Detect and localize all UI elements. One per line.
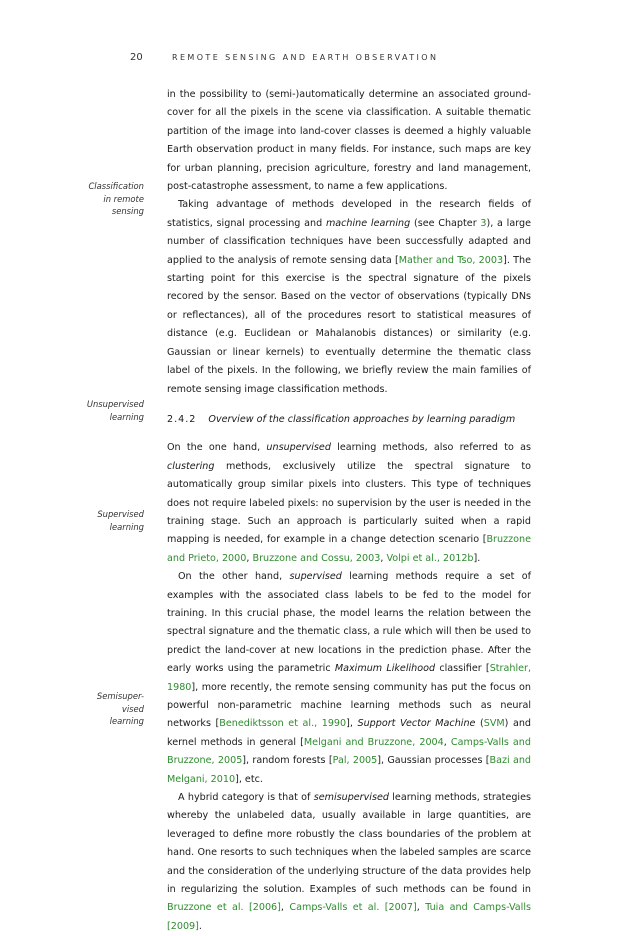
citation-link[interactable]: Mather and Tso, 2003 bbox=[398, 254, 504, 266]
body-text bbox=[167, 86, 531, 936]
citation-link[interactable]: Benediktsson et al., 1990 bbox=[219, 718, 347, 730]
page-number: 20 bbox=[130, 52, 143, 63]
subsection-number: 2.4.2 bbox=[167, 413, 197, 425]
citation-link[interactable]: Melgani and Bruzzone, 2004 bbox=[303, 736, 444, 748]
citation-link[interactable]: Pal, 2005 bbox=[332, 755, 378, 767]
subsection-heading bbox=[167, 411, 531, 429]
acronym-link[interactable]: SVM bbox=[483, 718, 505, 730]
margin-note-unsupervised: Unsupervised learning bbox=[86, 399, 144, 422]
citation-link[interactable]: Bazi and Melgani, 2010 bbox=[167, 755, 531, 785]
citation-link[interactable]: Camps-Valls and Bruzzone, 2005 bbox=[167, 736, 531, 767]
citation-link[interactable]: Strahler, 1980 bbox=[167, 663, 532, 693]
margin-note-classification: Classification in remote sensing bbox=[88, 181, 144, 217]
running-header bbox=[130, 53, 530, 67]
margin-note-supervised: Supervised learning bbox=[97, 509, 144, 532]
chapter-ref[interactable]: 3 bbox=[480, 217, 487, 229]
citation-link[interactable]: Camps-Valls et al. [2007] bbox=[289, 902, 417, 914]
paragraph-intro: in the possibility to (semi-)automatically determine an associated ground-cover for all the pixels in the scene via classification. A suitable thematic partition of the image into land-cover classes is deemed a highly valuable Earth observation product in many fields. For instance, such maps are key for urban planning, precision agriculture, forestry and land management, post-catastrophe assessment, to name a few applications. bbox=[167, 89, 531, 193]
subsection-title: Overview of the classification approaches by learning paradigm bbox=[208, 413, 516, 425]
citation-link[interactable]: Tuia and Camps-Valls [2009] bbox=[167, 902, 532, 932]
citation-link[interactable]: Bruzzone et al. [2006] bbox=[167, 902, 281, 914]
paragraph-classification: Taking advantage of methods developed in the research fields of statistics, signal processing and machine learning (see Chapter 3), a large number of classification techniques have been successfully adapted and applied to the analysis of remote sensing data [Mather and Tso, 2003]. The starting point for this exercise is the spectral signature of the pixels recored by the sensor. Based on the vector of observations (typically DNs or reflectances), all of the procedures resort to statistical measures of distance (e.g. Euclidean or Mahalanobis distances) or similarity (e.g. Gaussian or linear kernels) to eventually determine the thematic class label of the pixels. In the following, we briefly review the main families of remote sensing image classification methods. bbox=[167, 199, 531, 395]
citation-link[interactable]: Volpi et al., 2012b bbox=[386, 552, 474, 564]
citation-link[interactable]: Bruzzone and Prieto, 2000 bbox=[167, 534, 531, 564]
paragraph-unsupervised: On the one hand, unsupervised learning methods, also referred to as clustering methods, exclusively utilize the spectral signature to automatically group similar pixels into clusters. This type of techniques does not require labeled pixels: no supervision by the user is needed in the training stage. Such an approach is particularly suited when a rapid mapping is needed, for example in a change detection scenario [Bruzzone and Prieto, 2000, Bruzzone and Cossu, 2003, Volpi et al., 2012b]. bbox=[167, 442, 531, 564]
paragraph-supervised: On the other hand, supervised learning methods require a set of examples with the associated class labels to be fed to the model for training. In this crucial phase, the model learns the relation between the spectral signature and the thematic class, a rule which will then be used to predict the land-cover at new locations in the prediction phase. After the early works using the parametric Maximum Likelihood classifier [Strahler, 1980], more recently, the remote sensing community has put the focus on powerful non-parametric machine learning methods such as neural networks [Benediktsson et al., 1990], Support Vector Machine (SVM) and kernel methods in general [Melgani and Bruzzone, 2004, Camps-Valls and Bruzzone, 2005], random forests [Pal, 2005], Gaussian processes [Bazi and Melgani, 2010], etc. bbox=[167, 571, 532, 785]
citation-link[interactable]: Bruzzone and Cossu, 2003 bbox=[252, 552, 381, 564]
margin-note-semisupervised: Semisuper- vised learning bbox=[96, 691, 144, 727]
running-title: REMOTE SENSING AND EARTH OBSERVATION bbox=[172, 53, 439, 62]
paragraph-semisupervised: A hybrid category is that of semisupervised learning methods, strategies whereby the unlabeled data, usually available in large quantities, are leveraged to define more robustly the class boundaries of the problem at hand. One resorts to such techniques when the labeled samples are scarce and the consideration of the underlying structure of the data provides help in regularizing the solution. Examples of such methods can be found in Bruzzone et al. [2006], Camps-Valls et al. [2007], Tuia and Camps-Valls [2009]. bbox=[167, 792, 532, 932]
